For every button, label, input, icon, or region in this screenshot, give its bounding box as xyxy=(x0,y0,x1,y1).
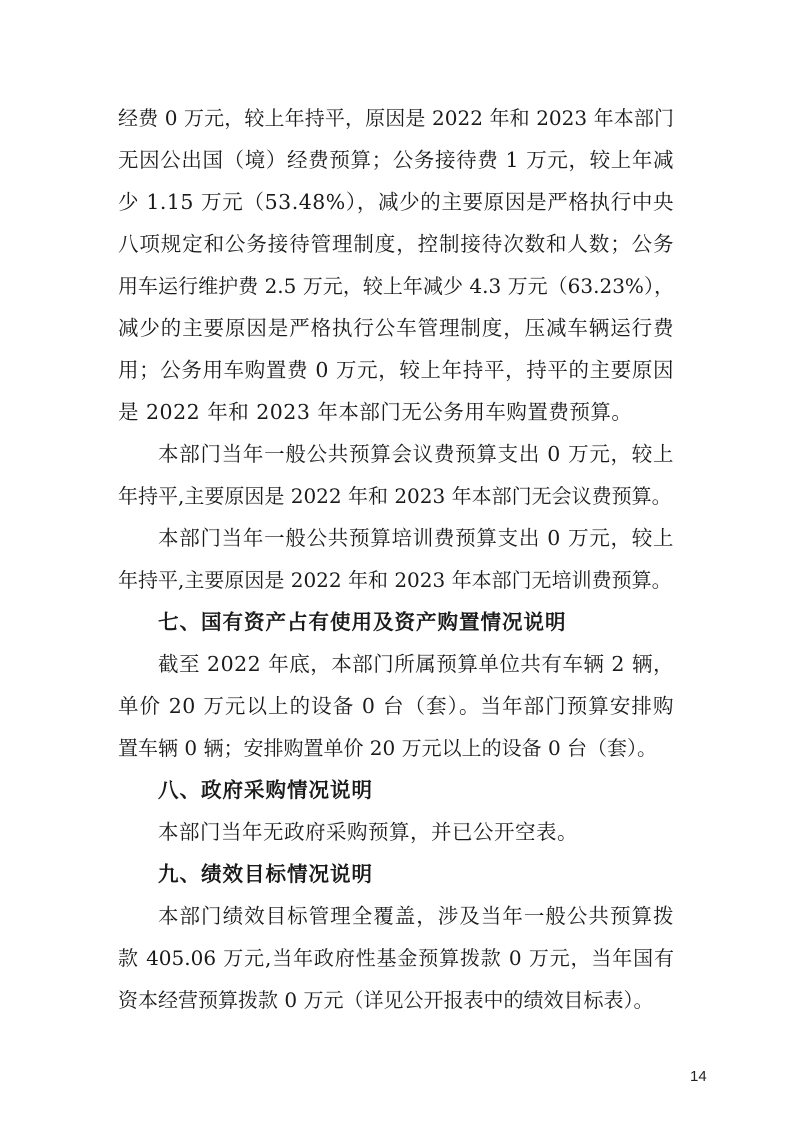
paragraph-line: 本部门当年一般公共预算会议费预算支出 0 万元，较上 xyxy=(158,442,674,466)
page-number: 14 xyxy=(690,1068,707,1085)
paragraph-line: 单价 20 万元以上的设备 0 台（套）。当年部门预算安排购 xyxy=(118,694,674,718)
section-heading-9: 九、绩效目标情况说明 xyxy=(158,862,373,886)
paragraph-line: 减少的主要原因是严格执行公车管理制度，压减车辆运行费 xyxy=(118,316,674,340)
paragraph-line: 年持平,主要原因是 2022 年和 2023 年本部门无培训费预算。 xyxy=(118,568,672,592)
paragraph-line: 截至 2022 年底，本部门所属预算单位共有车辆 2 辆， xyxy=(158,652,674,676)
section-heading-7: 七、国有资产占有使用及资产购置情况说明 xyxy=(158,610,567,634)
paragraph-line: 用；公务用车购置费 0 万元，较上年持平，持平的主要原因 xyxy=(118,358,674,382)
paragraph-line: 八项规定和公务接待管理制度，控制接待次数和人数；公务 xyxy=(118,232,674,256)
paragraph-line: 本部门绩效目标管理全覆盖，涉及当年一般公共预算拨 xyxy=(158,904,674,928)
paragraph-line: 无因公出国（境）经费预算；公务接待费 1 万元，较上年减 xyxy=(118,148,674,172)
paragraph-line: 本部门当年无政府采购预算，并已公开空表。 xyxy=(158,820,578,844)
paragraph-line: 用车运行维护费 2.5 万元，较上年减少 4.3 万元（63.23%）， xyxy=(118,274,674,298)
paragraph-line: 置车辆 0 辆；安排购置单价 20 万元以上的设备 0 台（套）。 xyxy=(118,736,658,760)
paragraph-line: 款 405.06 万元,当年政府性基金预算拨款 0 万元，当年国有 xyxy=(118,946,674,970)
section-heading-8: 八、政府采购情况说明 xyxy=(158,778,373,802)
paragraph-line: 本部门当年一般公共预算培训费预算支出 0 万元，较上 xyxy=(158,526,674,550)
paragraph-line: 是 2022 年和 2023 年本部门无公务用车购置费预算。 xyxy=(118,400,633,424)
paragraph-line: 少 1.15 万元（53.48%），减少的主要原因是严格执行中央 xyxy=(118,190,674,214)
paragraph-line: 经费 0 万元，较上年持平，原因是 2022 年和 2023 年本部门 xyxy=(118,106,674,130)
paragraph-line: 年持平,主要原因是 2022 年和 2023 年本部门无会议费预算。 xyxy=(118,484,672,508)
paragraph-line: 资本经营预算拨款 0 万元（详见公开报表中的绩效目标表）。 xyxy=(118,988,654,1012)
